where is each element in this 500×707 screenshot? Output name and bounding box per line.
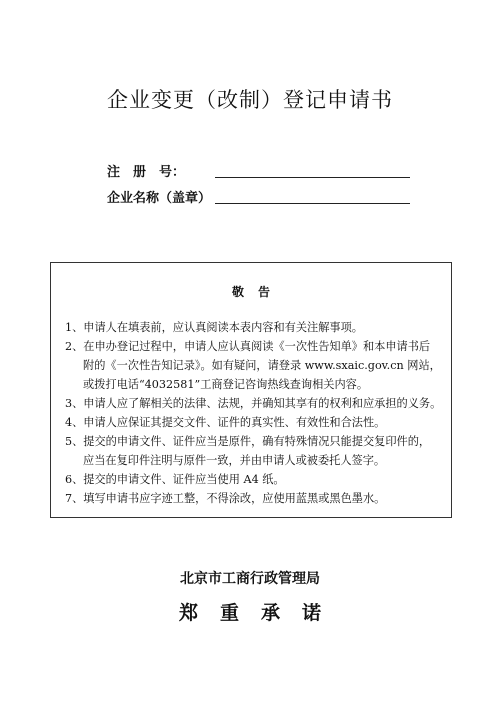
notice-item-5-cont: 应当在复印件注明与原件一致，并由申请人或被委托人签字。 — [83, 454, 386, 467]
notice-heading: 敬告 — [231, 285, 284, 299]
notice-item-5: 5、提交的申请文件、证件应当是原件，确有特殊情况只能提交复印件的， — [65, 435, 431, 448]
enterprise-name-label: 企业名称（盖章） — [107, 191, 212, 206]
notice-item-1: 1、申请人在填表前，应认真阅读本表内容和有关注解事项。 — [65, 321, 363, 334]
notice-item-6: 6、提交的申请文件、证件应当使用 A4 纸。 — [65, 473, 285, 486]
notice-item-2: 2、在申办登记过程中，申请人应认真阅读《一次性告知单》和本申请书后 — [65, 340, 431, 353]
notice-item-3: 3、申请人应了解相关的法律、法规，并确知其享有的权利和应承担的义务。 — [65, 397, 442, 410]
pledge-heading: 郑重承诺 — [178, 602, 343, 624]
enterprise-name-line — [215, 203, 410, 204]
registration-number-label: 注 册 号： — [107, 165, 186, 180]
notice-box — [50, 262, 452, 518]
document-title: 企业变更（改制）登记申请书 — [107, 88, 393, 112]
issuing-organization: 北京市工商行政管理局 — [180, 571, 320, 587]
notice-item-7: 7、填写申请书应字迹工整，不得涂改，应使用蓝黑或黑色墨水。 — [65, 492, 386, 505]
notice-item-2-cont-1: 附的《一次性告知记录》。如有疑问，请登录 www.sxaic.gov.cn 网站， — [83, 359, 441, 372]
notice-item-4: 4、申请人应保证其提交文件、证件的真实性、有效性和合法性。 — [65, 416, 386, 429]
notice-list — [65, 318, 445, 508]
enterprise-name-field — [107, 186, 410, 206]
notice-item-2-cont-2: 或拨打电话“4032581”工商登记咨询热线查询相关内容。 — [83, 378, 369, 391]
registration-number-line — [215, 177, 410, 178]
registration-number-field — [107, 160, 410, 180]
